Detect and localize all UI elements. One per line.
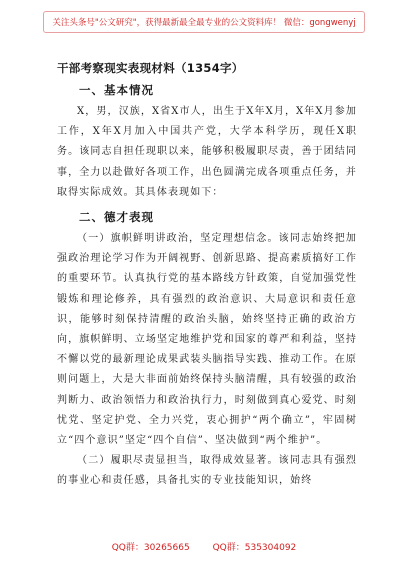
paragraph-politics: （一）旗帜鲜明讲政治，坚定理想信念。该同志始终把加强政治理论学习作为开阔视野、创新思路、提高素质搞好工作的重要环节。认真执行党的基本路线方针政策，自觉加强党性锻炼和理论修养，具有强烈的政治意识、大局意识和责任意识，能够时刻保持清醒的政治头脑，始终坚持正确的政治方向，旗帜鲜明、立场坚定地维护党和国家的尊严和利益，坚持不懈以党的最新理论成果武装头脑指导实践、推动工作。在原则问题上，大是大非面前始终保持头脑清醒，具有较强的政治判断力、政治领悟力和政治执行力，时刻做到真心爱党、时刻忧党、坚定护党、全力兴党，衷心拥护“两个确立”，牢固树立“四个意识”坚定“四个自信”、坚决做到“两个维护”。 xyxy=(57,233,357,447)
document-title: 干部考察现实表现材料（1354字） xyxy=(57,61,244,75)
banner-text: 关注头条号"公文研究"，获得最新最全最专业的公文资料库！ 微信：gongwenyj xyxy=(43,11,364,33)
section-heading-basic-info: 一、基本情况 xyxy=(79,83,154,97)
section-heading-performance: 二、德才表现 xyxy=(79,210,154,225)
footer-qq-group-2: QQ群：535304092 xyxy=(212,543,297,553)
paragraph-duty: （二）履职尽责显担当，取得成效显著。该同志具有强烈的事业心和责任感，具备扎实的专业技能知识，始终 xyxy=(57,455,357,487)
document-body xyxy=(57,60,357,492)
top-banner xyxy=(0,0,408,44)
footer-qq-group-1: QQ群：30265665 xyxy=(111,543,190,553)
footer-contact xyxy=(0,540,408,553)
paragraph-basic-info: X，男，汉族，X省X市人，出生于X年X月，X年X月参加工作，X年X月加入中国共产党，大学本科学历，现任X职务。该同志自担任现职以来，能够积极履职尽责，善于团结同事，全力以赴做好各项工作，出色圆满完成各项重点任务，并取得实际成效。其具体表现如下： xyxy=(57,106,357,198)
